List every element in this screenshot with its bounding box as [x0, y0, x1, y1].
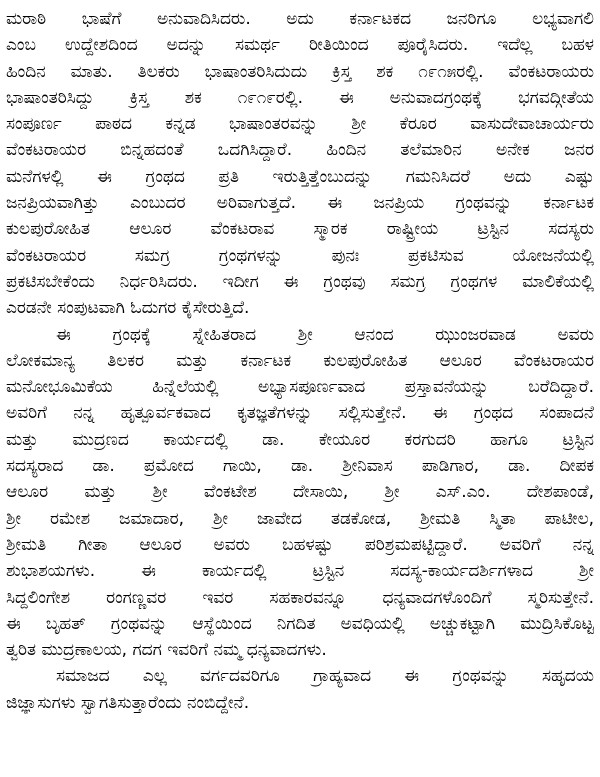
text-line: ಜಿಜ್ಞಾಸುಗಳು ಸ್ವಾಗತಿಸುತ್ತಾರೆಂದು ನಂಬಿದ್ದೇನೆ.	[6, 692, 250, 713]
text-line: ಶ್ರೀಮತಿ ಗೀತಾ ಆಲೂರ ಅವರು ಬಹಳಷ್ಟು ಪರಿಶ್ರಮಪಟ್ಟಿದ್ದಾರೆ. ಅವರಿಗೆ ನನ್ನ	[6, 534, 594, 555]
text-line: ಪ್ರಕಟಿಸಬೇಕೆಂದು ನಿರ್ಧರಿಸಿದರು. ಇದೀಗ ಈ ಗ್ರಂಥವು ಸಮಗ್ರ ಗ್ರಂಥಗಳ ಮಾಲಿಕೆಯಲ್ಲಿ	[6, 271, 594, 292]
text-line: ಶ್ರೀ ರಮೇಶ ಜಮಾದಾರ, ಶ್ರೀ ಜಾವೇದ ತಡಕೋಡ, ಶ್ರೀಮತಿ ಸ್ಮಿತಾ ಪಾಟೀಲ,	[6, 508, 594, 529]
text-line: ಹಿಂದಿನ ಮಾತು. ತಿಲಕರು ಭಾಷಾಂತರಿಸಿದುದು ಕ್ರಿಸ್ತ ಶಕ ೧೯೧೫ರಲ್ಲಿ. ವೆಂಕಟರಾಯರು	[6, 61, 594, 82]
text-line: ಮನೆಗಳಲ್ಲಿ ಈ ಗ್ರಂಥದ ಪ್ರತಿ ಇರುತ್ತಿತ್ತೆಂಬುದನ್ನು ಗಮನಿಸಿದರೆ ಅದು ಎಷ್ಟು	[6, 166, 594, 187]
text-line: ಆಲೂರ ಮತ್ತು ಶ್ರೀ ವೆಂಕಟೇಶ ದೇಸಾಯಿ, ಶ್ರೀ ಎಸ್.ಎಂ. ದೇಶಪಾಂಡೆ,	[6, 482, 594, 503]
text-line: ಸಿದ್ದಲಿಂಗೇಶ ರಂಗಣ್ಣವರ ಇವರ ಸಹಕಾರವನ್ನೂ ಧನ್ಯವಾದಗಳೊಂದಿಗೆ ಸ್ಮರಿಸುತ್ತೇನೆ.	[6, 587, 594, 608]
text-line: ಮತ್ತು ಮುದ್ರಣದ ಕಾರ್ಯದಲ್ಲಿ ಡಾ. ಕೇಯೂರ ಕರಗುದರಿ ಹಾಗೂ ಟ್ರಸ್ಟಿನ	[6, 429, 594, 450]
text-line: ವೆಂಕಟರಾಯರ ಸಮಗ್ರ ಗ್ರಂಥಗಳನ್ನು ಪುನಃ ಪ್ರಕಟಿಸುವ ಯೋಜನೆಯಲ್ಲಿ	[6, 245, 594, 266]
text-line: ಮರಾಠಿ ಭಾಷೆಗೆ ಅನುವಾದಿಸಿದರು. ಅದು ಕರ್ನಾಟಕದ ಜನರಿಗೂ ಲಭ್ಯವಾಗಲಿ	[6, 9, 594, 29]
text-line: ಸಂಪೂರ್ಣ ಪಾಠದ ಕನ್ನಡ ಭಾಷಾಂತರವನ್ನು ಶ್ರೀ ಕೆರೂರ ವಾಸುದೇವಾಚಾರ್ಯರು	[6, 114, 594, 135]
text-line: ತ್ವರಿತ ಮುದ್ರಣಾಲಯ, ಗದಗ ಇವರಿಗೆ ನಮ್ಮ ಧನ್ಯವಾದಗಳು.	[6, 640, 327, 661]
text-line: ಮನೋಭೂಮಿಕೆಯ ಹಿನ್ನೆಲೆಯಲ್ಲಿ ಅಭ್ಯಾಸಪೂರ್ಣವಾದ ಪ್ರಸ್ತಾವನೆಯನ್ನು ಬರೆದಿದ್ದಾರೆ.	[6, 377, 594, 398]
text-line: ಎಂಬ ಉದ್ದೇಶದಿಂದ ಅದನ್ನು ಸಮರ್ಥ ರೀತಿಯಿಂದ ಪೂರೈಸಿದರು. ಇದೆಲ್ಲ ಬಹಳ	[6, 35, 594, 56]
text-line: ಈ ಗ್ರಂಥಕ್ಕೆ ಸ್ನೇಹಿತರಾದ ಶ್ರೀ ಆನಂದ ಝುಂಜರವಾಡ ಅವರು	[56, 324, 594, 345]
paragraph-translation-history	[6, 6, 594, 322]
text-line: ಅವರಿಗೆ ನನ್ನ ಹೃತ್ಪೂರ್ವಕವಾದ ಕೃತಜ್ಞತೆಗಳನ್ನು ಸಲ್ಲಿಸುತ್ತೇನೆ. ಈ ಗ್ರಂಥದ ಸಂಪಾದನೆ	[6, 403, 594, 424]
text-line: ಎರಡನೇ ಸಂಪುಟವಾಗಿ ಓದುಗರ ಕೈಸೇರುತ್ತಿದೆ.	[6, 298, 250, 319]
text-line: ಈ ಬೃಹತ್ ಗ್ರಂಥವನ್ನು ಆಸ್ಥೆಯಿಂದ ನಿಗದಿತ ಅವಧಿಯಲ್ಲಿ ಅಚ್ಚುಕಟ್ಟಾಗಿ ಮುದ್ರಿಸಿಕೊಟ್ಟ	[6, 613, 594, 634]
text-line: ಭಾಷಾಂತರಿಸಿದ್ದು ಕ್ರಿಸ್ತ ಶಕ ೧೯೧೯ರಲ್ಲಿ. ಈ ಅನುವಾದಗ್ರಂಥಕ್ಕೆ ಭಗವದ್ಗೀತೆಯ	[6, 87, 594, 108]
paragraph-closing	[6, 663, 594, 716]
text-line: ಸಮಾಜದ ಎಲ್ಲ ವರ್ಗದವರಿಗೂ ಗ್ರಾಹ್ಯವಾದ ಈ ಗ್ರಂಥವನ್ನು ಸಹೃದಯ	[56, 666, 594, 687]
text-line: ಸದಸ್ಯರಾದ ಡಾ. ಪ್ರಮೋದ ಗಾಯಿ, ಡಾ. ಶ್ರೀನಿವಾಸ ಪಾಡಿಗಾರ, ಡಾ. ದೀಪಕ	[6, 456, 594, 477]
text-line: ಶುಭಾಶಯಗಳು. ಈ ಕಾರ್ಯದಲ್ಲಿ ಟ್ರಸ್ಟಿನ ಸದಸ್ಯ-ಕಾರ್ಯದರ್ಶಿಗಳಾದ ಶ್ರೀ	[6, 561, 594, 582]
text-line: ಲೋಕಮಾನ್ಯ ತಿಲಕರ ಮತ್ತು ಕರ್ನಾಟಕ ಕುಲಪುರೋಹಿತ ಆಲೂರ ವೆಂಕಟರಾಯರ	[6, 350, 594, 371]
text-line: ಜನಪ್ರಿಯವಾಗಿತ್ತು ಎಂಬುದರ ಅರಿವಾಗುತ್ತದೆ. ಈ ಜನಪ್ರಿಯ ಗ್ರಂಥವನ್ನು ಕರ್ನಾಟಕ	[6, 193, 594, 214]
text-line: ಕುಲಪುರೋಹಿತ ಆಲೂರ ವೆಂಕಟರಾವ ಸ್ಮಾರಕ ರಾಷ್ಟ್ರೀಯ ಟ್ರಸ್ಟಿನ ಸದಸ್ಯರು	[6, 219, 594, 240]
paragraph-acknowledgements	[6, 322, 594, 664]
text-line: ವೆಂಕಟರಾಯರ ಬಿನ್ನಹದಂತೆ ಒದಗಿಸಿದ್ದಾರೆ. ಹಿಂದಿನ ತಲೆಮಾರಿನ ಅನೇಕ ಜನರ	[6, 140, 594, 161]
